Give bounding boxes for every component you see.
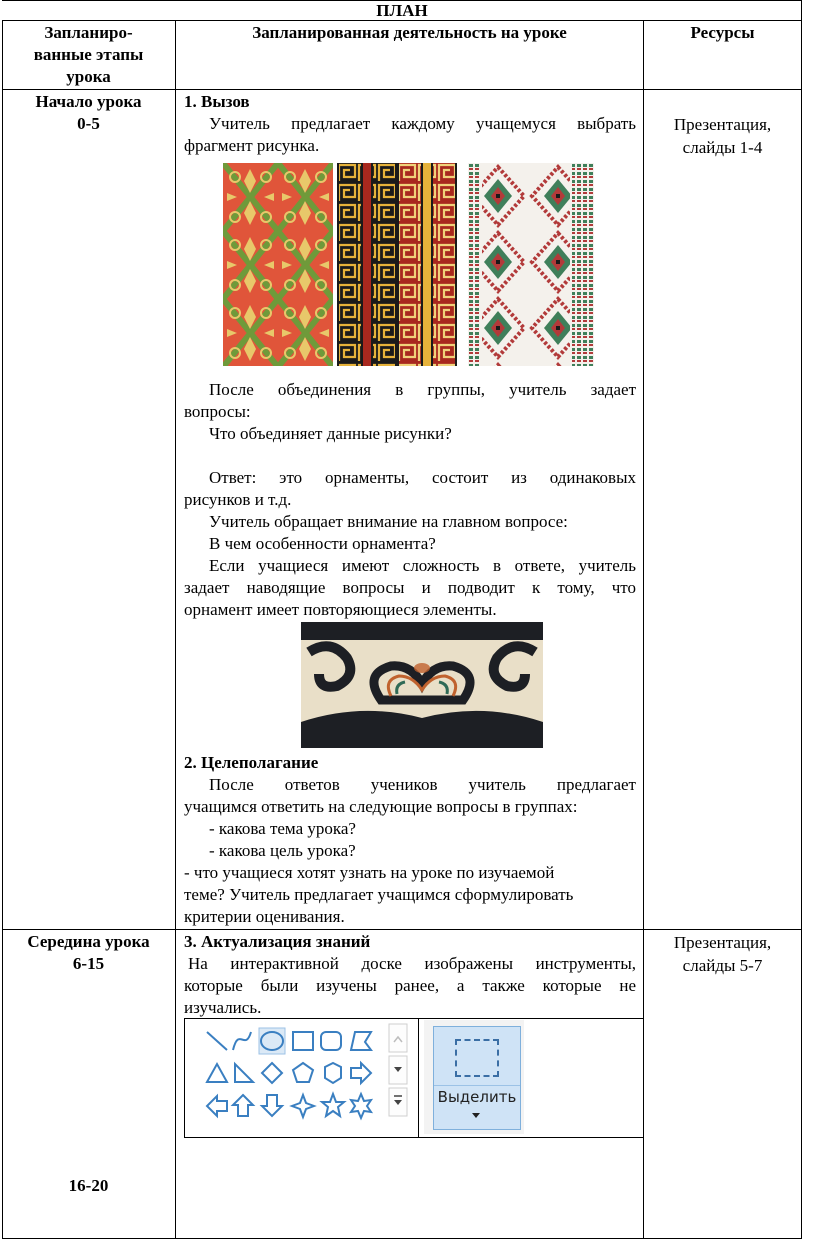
right-triangle-shape-icon	[235, 1064, 253, 1082]
plan-title: ПЛАН	[376, 1, 428, 20]
arrow-down-shape-icon	[262, 1095, 282, 1116]
header-stage: Запланиро- ванные этапы урока	[33, 23, 144, 86]
table-rule	[2, 20, 802, 21]
diamond-shape-icon	[262, 1063, 282, 1083]
stage-middle	[2, 931, 175, 975]
curve-shape-icon	[233, 1032, 251, 1050]
felt-ornament-image	[301, 622, 543, 748]
select-tool-button[interactable]	[433, 1026, 521, 1130]
table-rule	[2, 89, 802, 90]
arrow-up-shape-icon	[233, 1095, 253, 1116]
divider	[434, 1085, 520, 1086]
column-divider	[175, 20, 176, 1238]
stage-time-2: 16-20	[68, 1176, 109, 1195]
star-five-shape-icon	[322, 1094, 344, 1116]
shapes-gallery[interactable]	[193, 1022, 414, 1132]
section-title-goal: 2. Целеполагание	[184, 753, 319, 772]
arrow-left-shape-icon	[207, 1096, 227, 1116]
line-shape-icon	[207, 1032, 227, 1050]
resource-row2: Презентация, слайды 5-7	[673, 933, 772, 975]
stage-start	[2, 91, 175, 135]
pentagon-shape-icon	[293, 1063, 313, 1082]
inner-table-border	[418, 1018, 419, 1138]
table-rule	[2, 929, 802, 930]
stage-name: Начало урока	[35, 92, 142, 111]
kazakh-ornament-image	[223, 163, 333, 366]
gallery-scrollbar	[389, 1024, 407, 1116]
header-resources: Ресурсы	[690, 23, 755, 42]
arrow-right-shape-icon	[351, 1063, 371, 1083]
table-right-border	[801, 0, 802, 1238]
triangle-shape-icon	[207, 1064, 227, 1082]
inner-table-border	[184, 1018, 185, 1138]
stage-name: Середина урока	[27, 932, 150, 951]
section-title-actualization: 3. Актуализация знаний	[184, 932, 371, 951]
polygon-shape-icon	[351, 1032, 371, 1050]
column-divider	[643, 20, 644, 1238]
stage-time: 0-5	[77, 114, 100, 133]
resource-row1: Презентация, слайды 1-4	[673, 115, 772, 157]
select-tool-label: Выделить	[437, 1088, 517, 1106]
chevron-down-icon	[472, 1113, 480, 1118]
greek-key-ornament-image	[337, 163, 457, 366]
rectangle-shape-icon	[293, 1032, 313, 1050]
inner-table-border	[184, 1137, 644, 1138]
table-bottom-border	[2, 1238, 802, 1239]
hexagon-shape-icon	[325, 1063, 341, 1083]
embroidery-ornament-image	[468, 163, 594, 366]
section-title-challenge: 1. Вызов	[184, 92, 250, 111]
header-activity: Запланированная деятельность на уроке	[252, 23, 567, 42]
select-rectangle-icon	[455, 1039, 499, 1077]
star-six-shape-icon	[351, 1094, 371, 1118]
star-four-shape-icon	[292, 1095, 314, 1117]
inner-table-border	[184, 1018, 644, 1019]
table-left-border	[2, 20, 3, 1238]
stage-time: 6-15	[72, 954, 105, 973]
rounded-rectangle-shape-icon	[321, 1032, 341, 1050]
